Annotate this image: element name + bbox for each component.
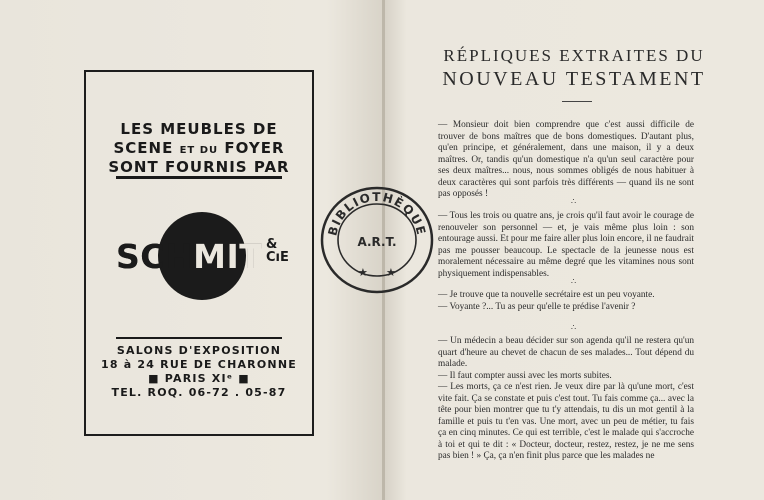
brand-company-suffix (266, 238, 289, 264)
brand-ampersand: & (266, 237, 278, 252)
stamp-top-text: BIBLIOTHÈQUE (325, 190, 429, 238)
section-title-line-2: NOUVEAU TESTAMENT (442, 68, 706, 90)
paragraph-2 (438, 211, 694, 280)
title-underline (562, 101, 592, 102)
paragraph-4-text: — Un médecin a beau décider sur son agenda qu'il ne restera qu'un quart d'heure au chevet de chacun de ses malades... Tout dépend du malade. — Il faut compter aussi avec les morts subites. — Les morts, ça ce n'est rien. Je veux dire par là qu'une mort, c'est vite fait. Ça se constate et puis c'est tout. Tu fais comme ça... avec la tête pour bien montrer que tu t'y attendais, tu dis un mot gentil à la famille et puis tu t'en vas. Une mort, avec un peu de métier, tu fais ça en cinq minutes. Ce qui est terrible, c'est le malade qui s'accroche à toi et qui te dit : « Docteur, docteur, restez, restez, je ne me sens pas bien ! » Ça, ça n'en finit plus parce que les malades ne (438, 336, 694, 461)
ad-phone: TEL. ROQ. 06-72 . 05-87 (111, 386, 287, 399)
paragraph-4 (438, 336, 694, 463)
separator-3: ∴ (570, 323, 576, 332)
furniture-advertisement (84, 70, 314, 436)
paragraph-1 (438, 120, 694, 201)
brand-name (116, 237, 262, 276)
separator-1: ∴ (570, 197, 576, 206)
ad-line-2-foyer: FOYER (224, 139, 285, 157)
ad-line-3: SONT FOURNIS PAR (108, 158, 290, 176)
library-stamp (318, 184, 436, 296)
brand-name-part1: SCH (116, 237, 194, 276)
ad-address: 18 à 24 RUE DE CHARONNE (101, 358, 297, 371)
svg-text:BIBLIOTHÈQUE (325, 190, 428, 237)
paragraph-3-text: — Je trouve que ta nouvelle secrétaire est un peu voyante. — Voyante ?... Tu as peur qu'elle te prédise l'avenir ? (438, 290, 655, 312)
brand-cie: CıE (266, 250, 289, 265)
paragraph-3 (438, 290, 694, 313)
ad-line-2 (86, 139, 312, 157)
stamp-star-left: ★ (358, 266, 368, 279)
paragraph-1-text: — Monsieur doit bien comprendre que c'est aussi difficile de trouver de bons maîtres que de bons domestiques. D'autant plus, qu'en principe, et généralement, dans une maison, il y a deux maîtres. Or, tandis qu'un domestique n'a qu'un seul caractère pour ses deux maîtres... nous, nous sommes obligés de nous habituer à deux caractères qui sont parfois très différents — quand ils ne sont pas opposés ! (438, 120, 694, 199)
brand-name-part2: MIT (193, 237, 263, 276)
ad-city: ■ PARIS XIᵉ ■ (148, 372, 250, 385)
paragraph-2-text: — Tous les trois ou quatre ans, je crois qu'il faut avoir le courage de renouveler son personnel — et, je vais même plus loin : son entourage aussi. Et pour me faire aller plus loin encore, il ne faudrait pas me pousser beaucoup. Le spectacle de la jeunesse nous est moralement nécessaire au même degré que les vitamines nous sont physiquement indispensables. (438, 211, 694, 279)
ad-line-1: LES MEUBLES DE (120, 120, 278, 138)
ad-divider-2 (116, 337, 282, 339)
ad-line-2-scene: SCENE (113, 139, 174, 157)
ad-line-2-small: ET DU (179, 145, 219, 156)
stamp-center-text: A.R.T. (357, 235, 397, 249)
ad-salons: SALONS D'EXPOSITION (116, 344, 282, 357)
ad-divider (116, 176, 282, 179)
separator-2: ∴ (570, 277, 576, 286)
section-title-line-1: RÉPLIQUES EXTRAITES DU (443, 46, 705, 65)
stamp-star-right: ★ (386, 266, 396, 279)
